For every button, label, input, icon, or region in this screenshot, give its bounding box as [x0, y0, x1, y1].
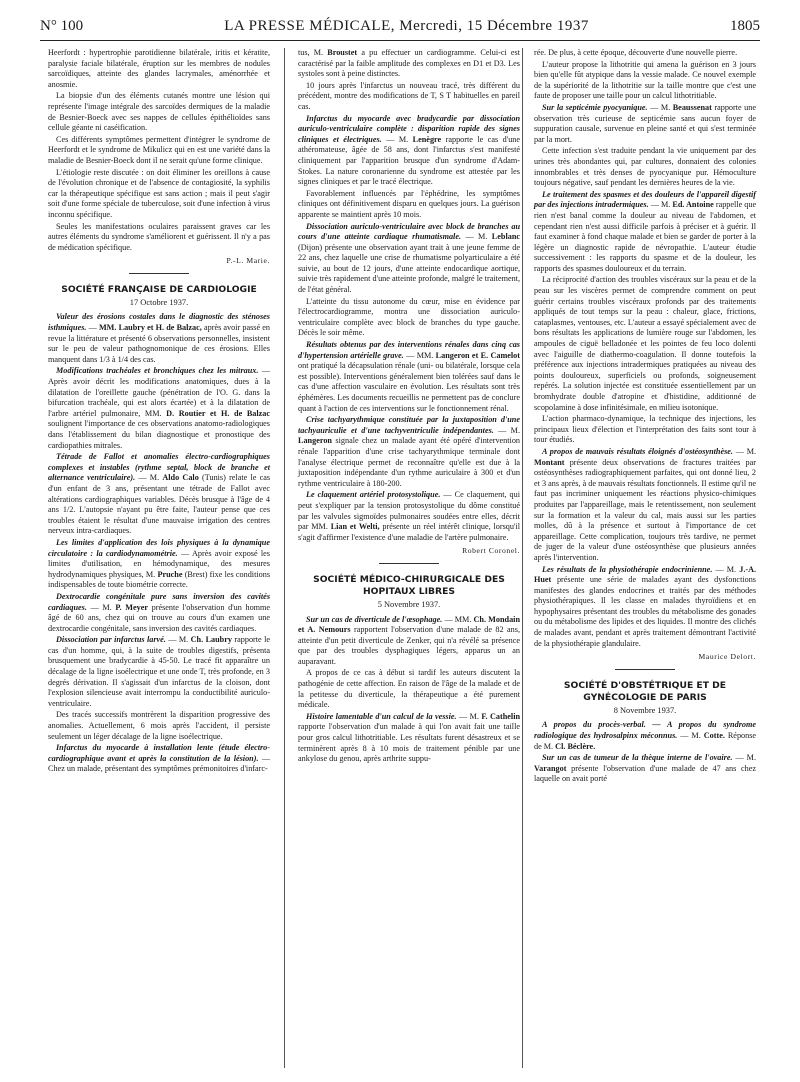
article-text: (Dijon) présente une observation ayant trait à une jeune femme de 22 ans, chez laquelle une crise de rhumatisme polyarticulaire a été suivie, au bout de 12 jours, d'une atteinte endocardique aortique, suivie très rapidement d'une atteinte profonde, malgré le traitement, de l'état général. — [298, 242, 520, 295]
section-date: 5 Novembre 1937. — [377, 599, 441, 609]
article-text: ont pratiqué la décapsulation rénale (uni- ou bilatérale, lorsque cela est possible). Interventions généralement bien tolérées sauf dans le cas d'une affection vasculaire en évolution. Les résultats sont très éphémères. Les documents recueillis ne permettent pas de conclure quant à l'action de ces interventions sur le fonctionnement rénal. — [298, 361, 520, 413]
article-text: rapporte le cas d'une athéromateuse, âgée de 58 ans, dont l'infarctus s'est manifesté cliniquement par l'apparition brusque d'un syndrome d'Adam-Stokes. La nature coronarienne du syndrome est attestée par les signes cliniques et par le tracé électrique. — [298, 134, 521, 187]
article-authors: Langeron — [298, 436, 332, 446]
column-divider — [284, 48, 285, 1068]
paragraph: Ces différents symptômes permettent d'intégrer le syndrome de Heerfordt et le syndrome de Mikulicz qui en est une variété dans la maladie de Besnier-Boeck dont il ne serait qu'une forme clinique. — [48, 134, 270, 165]
article-title: Les résultats de la physiothérapie endocrinienne. — [542, 564, 713, 574]
paragraph: Heerfordt : hypertrophie parotidienne bilatérale, iritis et kératite, paralysie faciale bilatérale, éruption sur les membres de nodules sarcoïdiques, atteinte des glandes lacrymales, aménorrhée et anosmie. — [48, 48, 270, 89]
issue-number: N° 100 — [40, 17, 84, 34]
article-text: — M. — [650, 200, 671, 210]
article-title: Histoire lamentable d'un calcul de la vessie. — [306, 711, 457, 721]
article — [298, 712, 520, 765]
article — [298, 615, 520, 668]
article-text: Réponse de M. — [534, 731, 757, 751]
article-text: rapportent l'observation d'une malade de 82 ans, atteinte d'un petit diverticule de Zenker, qui n'a révélé sa présence que par des troubles dysphagiques légers, apparus un an auparavant. — [298, 625, 520, 666]
article-text: rappelle que rien n'est banal comme la douleur au niveau de l'abdomen, et cependant rien n'est aussi difficile parfois à préciser et à guérir. Il faut examiner à fond chaque malade et bien se garder de porter à la légère un diagnostic rapide de névropathie. L'auteur étudie successivement : les rapports du spasme et de la douleur, les rapports des spasmes douloureux et du terrain. — [534, 200, 757, 273]
article-authors: Langeron et E. Camelot — [435, 350, 521, 360]
paragraph: Favorablement influencés par l'éphédrine, les symptômes cliniques ont définitivement disparu en quelques jours. La guérison apparente se maintient après 10 mois. — [298, 188, 520, 219]
section-title: SOCIÉTÉ FRANÇAISE DE CARDIOLOGIE — [61, 283, 257, 295]
paragraph: Cette infection s'est traduite pendant la vie uniquement par des urines très abondantes qui, par cultures, donnaient des colonies innombrables et très denses de pyocyanique pur. Hémoculture toujours négative, sauf pendant les dernières heures de la vie. — [534, 146, 756, 188]
paragraph: L'action pharmaco-dynamique, la technique des injections, les principaux lieux d'élection et l'interprétation des faits sont tour à tour étudiés. — [534, 414, 756, 445]
article-text: — M. — [498, 425, 520, 435]
article — [48, 743, 270, 775]
article — [534, 103, 756, 145]
paragraph: L'auteur propose la lithotritie qui amena la guérison en 3 jours bien qu'elle fût atypique dans la vessie malade. Ce nouvel exemple de la supériorité de la lithotritie sur la taille montre que c'est une faute de proposer une taille pour un calcul lithotritiable. — [534, 59, 756, 101]
article-text: — MM. — [406, 350, 434, 360]
article-text: — M. — [680, 731, 701, 741]
section-title: SOCIÉTÉ MÉDICO-CHIRURGICALE DES HOPITAUX LIBRES — [313, 573, 505, 597]
article-title: Dissociation auriculo-ventriculaire avec block de branches au cours d'une atteinte cardiaque rhumatismale. — [298, 221, 520, 242]
article-authors: Ch. Laubry — [190, 635, 232, 645]
journal-title: LA PRESSE MÉDICALE, Mercredi, 15 Décembre 1937 — [224, 17, 589, 34]
article-authors: Leblanc — [491, 232, 521, 242]
article-authors: Montant — [534, 457, 565, 467]
article-text: rapporte une observation très curieuse de septicémie sans aucun foyer de suppuration causale, survenue en pleine santé et qui s'est terminée par la mort. — [534, 102, 757, 144]
article-authors: P. Meyer — [115, 602, 148, 612]
article-authors: Lian et Welti, — [330, 522, 380, 532]
article-text: — Ce claquement, qui peut s'expliquer par la tension protosystolique du dôme constitué par les valvules sigmoïdes pulmonaires soudées entre elles, décrit par MM. — [298, 490, 521, 532]
article-title: Sur un cas de diverticule de l'œsophage. — [306, 614, 443, 624]
article-text: — Chez un malade, présentant des symptômes prémonitoires d'infarc- — [48, 753, 270, 774]
article-title: Modifications trachéales et bronchiques chez les mitraux. — [56, 366, 259, 376]
article-authors: Pruche — [157, 569, 183, 579]
article-title: Sur un cas de tumeur de la thèque interne de l'ovaire. — [542, 753, 733, 763]
article — [534, 565, 756, 650]
article-text: — M. — [715, 564, 737, 574]
article-text: rapporte l'observation d'un malade à qui l'on avait fait une taille pour gros calcul lithotritiable. Les résultats furent désastreux et se terminèrent après 8 à 10 mois de traitement pénible par une ankylose du genou, après arthrite suppu- — [298, 722, 520, 764]
article-title: Le traitement des spasmes et des douleurs de l'appareil digestif par des injections intradermiques. — [534, 189, 756, 210]
section-date: 17 Octobre 1937. — [129, 297, 189, 307]
article-authors: D. Routier et H. de Balzac — [166, 408, 271, 418]
article — [534, 190, 756, 275]
article — [48, 592, 270, 634]
signature: P.-L. Marie. — [226, 256, 270, 266]
article-title: Tétrade de Fallot et anomalies électro-cardiographiques complexes et instables (rythme septal, block de branche et alternance ventriculaire). — [48, 452, 270, 483]
page-number: 1805 — [729, 17, 760, 34]
article-title: Les limites d'application des lois physiques à la dynamique circulatoire : la cardiodynamométrie. — [48, 537, 270, 558]
article-text: — M. — [735, 446, 757, 456]
article-authors: Ch. Mondain et A. Nemours — [298, 614, 521, 635]
article-text: — Après avoir décrit les modifications anatomiques, dues à la dilatation de l'oreillette gauche (pénétration de l'O. G. dans la bifurcation trachéale, qui est alors écartée) et à la dilatation de l'arbre artériel pulmonaire, MM. — [48, 366, 270, 418]
article — [298, 415, 520, 489]
column-2 — [298, 48, 520, 766]
article-authors: Cl. Béclère. — [555, 741, 596, 751]
column-divider — [522, 48, 523, 1068]
article-title: A propos de mauvais résultats éloignés d'ostéosynthèse. — [542, 446, 733, 456]
article — [48, 538, 270, 591]
article-authors: Broustet — [327, 48, 358, 57]
article-title: Crise tachyarythmique constituée par la juxtaposition d'une tachyauriculie et d'une tachyventriculie indépendantes. — [298, 415, 520, 435]
article-text: après avoir passé en revue la littérature et présenté 6 observations personnelles, insistent sur le peu de valeur pathognomonique de ces érosions. Elles manquent dans 1/3 à 1/4 des cas. — [48, 323, 271, 364]
section-title: SOCIÉTÉ D'OBSTÉTRIQUE ET DE GYNÉCOLOGIE DE PARIS — [563, 679, 727, 703]
article — [48, 635, 270, 709]
article-text: (Tunis) relate le cas d'un enfant de 3 ans, présentant une tétrade de Fallot avec altérations cardiographiques variables. Décès brusque à l'âge de 4 ans 1/2. L'autopsie n'ayant pu être faite, l'auteur pense que ces troubles étaient le résultat d'une mauvaise irrigation des centres nerveux intra-cardiaques. — [48, 473, 271, 536]
article-text: — M. — [650, 102, 671, 112]
paragraph: rée. De plus, à cette époque, découverte d'une nouvelle pierre. — [534, 48, 738, 57]
article-text: — M. — [465, 232, 488, 242]
article-text: présente une série de malades ayant des dysfonctions manifestes des glandes endocrines et traités par des méthodes physiothérapiques. Il les classe en malades thyroïdiens et en hypophysaires présentant des troubles du métabolisme des gonades ou du métabolisme des lipides et des liquides. Il montre des clichés de malades avant, pendant et après traitement démontrant l'activité de la physiothérapie glandulaire. — [534, 575, 756, 648]
article — [48, 452, 270, 537]
article-text: présente l'observation d'une malade de 47 ans chez laquelle on avait porté — [534, 763, 756, 784]
article-text: présente un réel intérêt clinique, lorsqu'il s'agit d'affirmer l'existence d'une maladie de l'artère pulmonaire. — [298, 522, 521, 542]
paragraph: L'étiologie reste discutée : on doit éliminer les oreillons à cause de l'évolution chronique et de l'absence de contagiosité, la syphilis car la thérapeutique spécifique est sans action ; mais il peut s'agir soit d'une forme spéciale de tuberculose, soit d'une infection à virus inconnu spécifique. — [48, 167, 270, 219]
article-authors: Varangot — [534, 763, 567, 773]
article-title: Infarctus du myocarde à installation lente (étude électro-cardiographique avant et après la constitution de la lésion). — [48, 743, 270, 763]
article-title: Le claquement artériel protosystolique. — [306, 490, 441, 500]
article — [534, 720, 756, 752]
section-rule — [379, 563, 439, 564]
article — [534, 447, 756, 564]
article-text: a pu effectuer un cardiogramme. Celui-ci est caractérisé par la faible amplitude des complexes en D1 et D3. Les systoles sont à peine distinctes. — [298, 48, 521, 79]
article-title: A propos du procès-verbal. — A propos du syndrome radiologique des hydrosalpinx méconnus. — [534, 720, 756, 741]
article-text: — M. — [458, 711, 479, 721]
article-title: Valeur des érosions costales dans le diagnostic des sténoses isthmiques. — [48, 312, 270, 333]
section-rule — [615, 669, 675, 670]
article-text: — M. — [90, 602, 112, 612]
paragraph — [298, 48, 520, 80]
article-text: (Brest) fixe les conditions indispensables de toute biométrie correcte. — [48, 569, 271, 590]
article-title: Dissociation par infarctus larvé. — [56, 635, 166, 645]
paragraph: La réciprocité d'action des troubles viscéraux sur la peau et de la peau sur les viscères permet de comprendre comment on peut guérir certains troubles viscéraux profonds par des traitements appliqués de tout temps sur la peau : chaleur, glace, frictions, cataplasmes, ventouses, etc. L'auteur a essayé spécialement avec de bons résultats les applications de lumière rouge sur l'abdomen, les ampoules de ciguë belladonée et les pointes de feu loco dolenti avec l'aiguille de diathermo-coagulation. Il donne toutefois la préférence aux injections intradermiques pratiquées au niveau des points douloureux, superficiels ou profonds, soigneusement repérés. La solution injectée est constituée essentiellement par un bromhydrate double d'atropine et d'histidine, additionné de scopolamine à dose infinitésimale, en milieu isotonique. — [534, 275, 756, 412]
article-authors: F. Cathelin — [481, 711, 521, 721]
article-text: — M. — [386, 134, 409, 144]
article-title: Sur la septicémie pyocyanique. — [542, 102, 648, 112]
article-authors: Cotte. — [703, 731, 725, 741]
page-header — [40, 14, 760, 38]
article-text: — M. — [138, 473, 160, 483]
article-text: présente l'observation d'un homme âgé de 60 ans, chez qui on trouve au cours d'un examen une dextrocardie congénitale, sans inversion des cavités cardiaques. — [48, 602, 271, 633]
article-text: — M. — [735, 753, 757, 763]
section-rule — [129, 273, 189, 274]
article-text: signale chez un malade ayant été opéré d'intervention rénale l'apparition d'une crise tachyarythmique terminale dont l'analyse électrique permet de reconnaître qu'elle est due à la juxtaposition indépendante d'un rythme auriculaire à 300 et d'un rythme ventriculaire à 180-200. — [298, 436, 521, 488]
article-text: rapporte le cas d'un homme, qui, à la suite de troubles digestifs, présenta brusquement une bradycardie à 45-50. Le tracé fit apparaître un décalage de la ligne isoélectrique et une onde T, très profonde, en 3 degrés dérivation. Il s'agissait d'un infarctus de la cloison, dont l'explosion silencieuse avait interrompu la conductibilité auriculo-ventriculaire. — [48, 635, 270, 708]
paragraph: L'atteinte du tissu autonome du cœur, mise en évidence par l'électrocardiogramme, montra une dissociation auriculo-ventriculaire complète avec block de branches du type gauche. Décès le soir même. — [298, 296, 520, 338]
article-text: soulignent l'importance de ces observations anatomo-radiologiques dans l'établissement du bilan diagnostique et pronostique des cardiopathies mitrales. — [48, 419, 270, 450]
article-text: — M. — [168, 635, 189, 645]
article-authors: Beaussenat — [672, 102, 712, 112]
article-authors: J.-A. Huet — [534, 564, 757, 585]
article — [534, 753, 756, 785]
article — [298, 114, 520, 188]
article — [298, 340, 520, 414]
column-1 — [48, 48, 270, 776]
article-title: Résultats obtenus par des interventions rénales dans cinq cas d'hypertension artérielle grave. — [298, 340, 520, 360]
article — [298, 222, 520, 296]
article — [298, 490, 520, 543]
article-text: — MM. — [444, 614, 472, 624]
paragraph: Seules les manifestations oculaires paraissent graves car les autres éléments du syndrome s'améliorent et guérissent. Il n'y a pas de médication spécifique. — [48, 221, 270, 252]
article-text: tus, M. — [298, 48, 324, 57]
article — [48, 366, 270, 451]
header-rule — [40, 40, 760, 41]
signature: Maurice Delort. — [698, 652, 756, 662]
article-authors: Aldo Calo — [162, 473, 199, 483]
article-title: Infarctus du myocarde avec bradycardie par dissociation auriculo-ventriculaire complète : disparition rapide des signes cliniques et électriques. — [298, 113, 520, 144]
article-authors: MM. Laubry et H. de Balzac, — [98, 323, 202, 333]
article-authors: Lenègre — [412, 134, 442, 144]
article-title: Dextrocardie congénitale pure sans inversion des cavités cardiaques. — [48, 591, 270, 612]
paragraph: A propos de ce cas à début si tardif les auteurs discutent la pathogénie de cette affection. En raison de l'âge de la malade et de la petitesse du diverticule, la thérapeutique a été purement médicale. — [298, 668, 520, 710]
paragraph: La biopsie d'un des éléments cutanés montre une lésion qui représente l'image intégrale des sarcoïdes dermiques de la maladie de Besnier-Boeck avec ses nappes de cellules épithélioïdes sans cellule géante ni caséification. — [48, 91, 270, 133]
article-text: présente deux observations de fractures traitées par ostéosynthèses radiographiquement parfaites, qui ont donné lieu, 2 et 3 ans après, à de mauvais résultats fonctionnels. Il estime qu'il ne faut pas incriminer uniquement les réactions physico-chimiques produites par l'appareillage, mais le retentissement, non seulement sur la formation et la valeur du cal, mais aussi sur les parties molles, dû à la présence et surtout à l'importance de cet appareillage. Cette complication, toujours très tardive, ne permet de juger de la valeur d'une ostéosynthèse que plusieurs années après l'intervention. — [534, 457, 756, 562]
article: Valeur des érosions costales dans le diagnostic des sténoses isthmiques. — MM. Laubry et H. de Balzac, après avoir passé en revue la littérature et présenté 6 observations personnelles, insistent sur le peu de valeur pathognomonique de ces érosions. Elles manquent dans 1/3 à 1/4 des cas. — [48, 312, 271, 364]
paragraph: 10 jours après l'infarctus un nouveau tracé, très différent du précédent, montre des modifications de T, S T habituelles en pareil cas. — [298, 80, 520, 111]
section-date: 8 Novembre 1937. — [613, 705, 677, 715]
signature: Robert Coronel. — [462, 546, 520, 556]
column-3 — [534, 48, 756, 786]
article-text: — Après avoir exposé les limites d'utilisation, en hémodynamique, des mesures hydrodynamiques physiques, M. — [48, 548, 270, 579]
paragraph: Des tracés successifs montrèrent la disparition progressive des anomalies. Actuellement, 6 mois après l'accident, il persiste seulement un léger décalage de la ligne isoélectrique. — [48, 710, 270, 741]
article-authors: Ed. Antoine — [672, 200, 714, 210]
